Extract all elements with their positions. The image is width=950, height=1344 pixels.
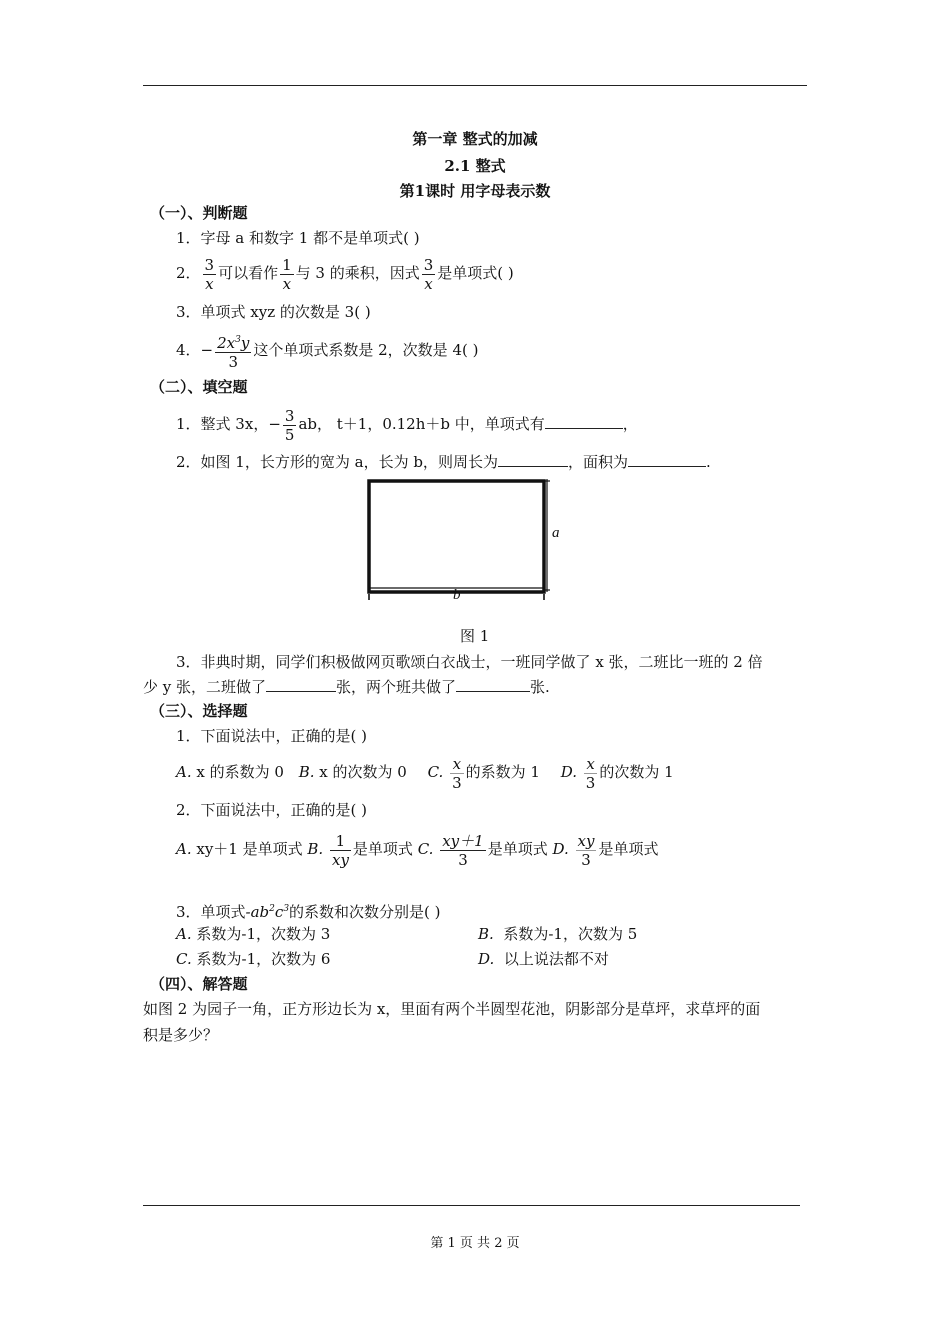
q2-text-c: 是单项式( ) bbox=[437, 264, 514, 282]
option-d-text: 的次数为 1 bbox=[599, 763, 674, 781]
answer-blank bbox=[266, 677, 336, 692]
option-a-label: A. bbox=[176, 763, 192, 781]
q4-number: 4． bbox=[176, 341, 201, 359]
part1-q2 bbox=[176, 253, 514, 293]
q1-text-a: 1．整式 3x，− bbox=[176, 415, 281, 433]
q2-number: 2． bbox=[176, 264, 201, 282]
q2-end: . bbox=[705, 453, 711, 471]
fraction-xy-plus-1-over-3: $\frac{xy+1}{3}$ bbox=[442, 831, 484, 869]
option-a-text: 系数为-1，次数为 3 bbox=[196, 925, 331, 943]
q4-minus: − bbox=[200, 341, 214, 359]
option-a-text: x 的系数为 0 bbox=[191, 763, 284, 781]
figure-1-caption: 图 1 bbox=[460, 627, 490, 645]
fraction-3-over-x-2: $\frac{3}{x}$ bbox=[423, 255, 434, 293]
option-b-label: B. bbox=[478, 925, 494, 943]
option-a-text: xy＋1 是单项式 bbox=[191, 840, 303, 858]
part3-title: （三）、选择题 bbox=[150, 702, 248, 720]
lesson-title: 第1课时 用字母表示数 bbox=[399, 182, 551, 200]
option-b-label: B. bbox=[298, 763, 315, 781]
option-d-label: D. bbox=[478, 950, 495, 968]
answer-blank bbox=[545, 414, 623, 429]
part1-q1: 1．字母 a 和数字 1 都不是单项式( ) bbox=[176, 229, 420, 247]
fraction-1-over-xy: $\frac{1}{xy}$ bbox=[331, 831, 349, 869]
q3-text-b: 的系数和次数分别是( ) bbox=[289, 903, 441, 921]
option-a-label: A. bbox=[176, 840, 192, 858]
top-rule bbox=[143, 85, 807, 86]
part3-q3-option-c bbox=[176, 949, 330, 969]
part2-q1 bbox=[176, 404, 638, 444]
option-b-text: 系数为-1，次数为 5 bbox=[503, 925, 638, 943]
rectangle-shape bbox=[369, 481, 544, 592]
part3-q3-option-a bbox=[176, 924, 330, 944]
option-c-text: 是单项式 bbox=[487, 840, 548, 858]
part1-title: （一）、判断题 bbox=[150, 204, 248, 222]
section-title: 2.1 整式 bbox=[444, 157, 506, 175]
q2-text-b: 与 3 的乘积，因式 bbox=[295, 264, 420, 282]
option-d-text: 是单项式 bbox=[598, 840, 659, 858]
q4-text: 这个单项式系数是 2，次数是 4( ) bbox=[253, 341, 479, 359]
monomial-expression: $-ab^2c^3$ bbox=[245, 903, 290, 921]
length-label: b bbox=[453, 587, 461, 603]
part3-q2-options bbox=[176, 827, 659, 871]
q2-text-b: ，面积为 bbox=[567, 453, 628, 471]
q2-text-a: 2．如图 1，长方形的宽为 a，长为 b，则周长为 bbox=[176, 453, 498, 471]
option-c-label: C. bbox=[417, 840, 434, 858]
option-b-text: x 的次数为 0 bbox=[314, 763, 407, 781]
part3-q2: 2．下面说法中，正确的是( ) bbox=[176, 801, 368, 819]
fraction-1-over-x: $\frac{1}{x}$ bbox=[282, 255, 292, 293]
part1-q4 bbox=[176, 330, 478, 371]
q1-end: ， bbox=[622, 415, 638, 433]
answer-blank bbox=[456, 677, 530, 692]
bottom-rule bbox=[143, 1205, 800, 1206]
option-c-label: C. bbox=[427, 763, 444, 781]
part3-q3 bbox=[176, 899, 441, 922]
part2-q3-line1: 3．非典时期，同学们积极做网页歌颂白衣战士，一班同学做了 x 张，二班比一班的 2 倍 bbox=[176, 653, 763, 671]
option-c-label: C. bbox=[176, 950, 192, 968]
part4-line2: 积是多少？ bbox=[143, 1026, 219, 1044]
part3-q1: 1．下面说法中，正确的是( ) bbox=[176, 727, 368, 745]
part4-title: （四）、解答题 bbox=[150, 975, 248, 993]
part2-title: （二）、填空题 bbox=[150, 378, 248, 396]
part1-q3: 3．单项式 xyz 的次数是 3( ) bbox=[176, 303, 371, 321]
fraction-x-over-3: $\frac{x}{3}$ bbox=[452, 754, 462, 792]
option-b-text: 是单项式 bbox=[352, 840, 413, 858]
option-a-label: A. bbox=[176, 925, 192, 943]
fraction-3-over-x: $\frac{3}{x}$ bbox=[204, 255, 215, 293]
q3-text-a: 少 y 张，二班做了 bbox=[143, 678, 267, 696]
fraction-x-over-3-2: $\frac{x}{3}$ bbox=[585, 754, 596, 792]
part2-q3-line2 bbox=[143, 677, 550, 697]
part2-q2 bbox=[176, 452, 711, 472]
width-label: a bbox=[552, 525, 560, 541]
option-b-label: B. bbox=[307, 840, 324, 858]
q3-text-b: 张，两个班共做了 bbox=[336, 678, 457, 696]
q3-text-c: 张. bbox=[530, 678, 550, 696]
fraction-2x3y-over-3: $\frac{2x^3y}{3}$ bbox=[215, 331, 251, 371]
part3-q3-option-d bbox=[478, 949, 609, 969]
answer-blank bbox=[498, 452, 568, 467]
part3-q1-options bbox=[176, 752, 674, 792]
chapter-title: 第一章 整式的加减 bbox=[412, 130, 538, 148]
option-d-label: D. bbox=[552, 840, 569, 858]
page-number: 第 1 页 共 2 页 bbox=[430, 1236, 520, 1251]
answer-blank bbox=[628, 452, 706, 467]
fraction-3-over-5: $\frac{3}{5}$ bbox=[284, 406, 295, 444]
option-c-text: 的系数为 1 bbox=[465, 763, 540, 781]
fraction-xy-over-3: $\frac{xy}{3}$ bbox=[577, 831, 595, 869]
option-d-text: 以上说法都不对 bbox=[503, 950, 609, 968]
part4-line1: 如图 2 为园子一角，正方形边长为 x，里面有两个半圆型花池，阴影部分是草坪，求草坪的面 bbox=[143, 1000, 761, 1018]
q2-text-a: 可以看作 bbox=[218, 264, 279, 282]
part3-q3-option-b bbox=[478, 924, 637, 944]
option-d-label: D. bbox=[560, 763, 577, 781]
option-c-text: 系数为-1，次数为 6 bbox=[196, 950, 331, 968]
figure-1-rectangle bbox=[360, 474, 570, 604]
q1-text-b: ab， t＋1，0.12h＋b 中，单项式有 bbox=[298, 415, 545, 433]
q3-text-a: 3．单项式 bbox=[176, 903, 246, 921]
